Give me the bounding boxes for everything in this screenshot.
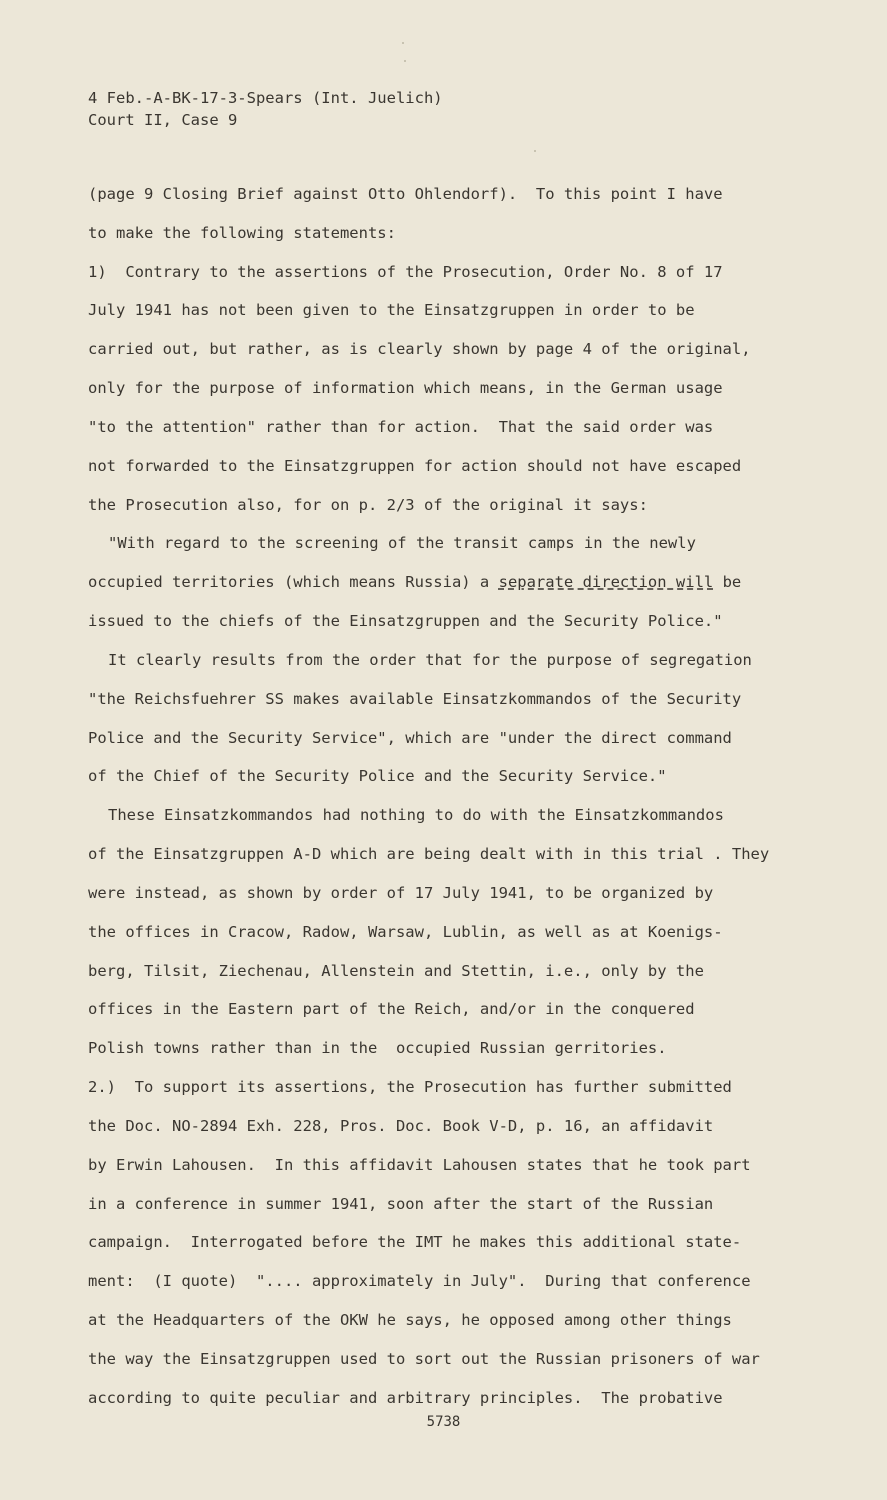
text-line: "the Reichsfuehrer SS makes available Einsatzkommandos of the Security [88, 689, 742, 708]
underlined-text: separate direction will [498, 573, 714, 592]
paper-speck [402, 42, 404, 44]
quote-line: "With regard to the screening of the transit camps in the newly [108, 534, 696, 553]
text-line: of the Einsatzgruppen A-D which are being dealt with in this trial . They [88, 845, 770, 864]
text-line: the Doc. NO-2894 Exh. 228, Pros. Doc. Book V-D, p. 16, an affidavit [88, 1116, 714, 1135]
paper-speck [404, 60, 406, 62]
text-line: in a conference in summer 1941, soon after the start of the Russian [88, 1194, 714, 1213]
text-line: offices in the Eastern part of the Reich, and/or in the conquered [88, 1000, 695, 1019]
text-line: to make the following statements: [88, 223, 396, 242]
text-line: These Einsatzkommandos had nothing to do with the Einsatzkommandos [108, 806, 724, 825]
quote-line: issued to the chiefs of the Einsatzgruppen and the Security Police." [88, 612, 723, 631]
text-line: by Erwin Lahousen. In this affidavit Lahousen states that he took part [88, 1155, 751, 1174]
text-line: not forwarded to the Einsatzgruppen for action should not have escaped [88, 456, 742, 475]
text-line: the offices in Cracow, Radow, Warsaw, Lublin, as well as at Koenigs- [88, 922, 723, 941]
quote-line [88, 568, 808, 607]
text-line: the Prosecution also, for on p. 2/3 of the original it says: [88, 495, 648, 514]
header-court: Court II, Case 9 [88, 111, 238, 129]
text-line: according to quite peculiar and arbitrary principles. The probative [88, 1388, 723, 1407]
paper-speck [534, 150, 536, 152]
text-line: campaign. Interrogated before the IMT he makes this additional state- [88, 1233, 742, 1252]
text-line: 1) Contrary to the assertions of the Prosecution, Order No. 8 of 17 [88, 262, 723, 281]
text-line: It clearly results from the order that for the purpose of segregation [108, 650, 752, 669]
quote-text: be [713, 573, 742, 592]
document-body [88, 180, 808, 1423]
quote-text: occupied territories (which means Russia) a [88, 573, 499, 592]
text-line: July 1941 has not been given to the Einsatzgruppen in order to be [88, 301, 695, 320]
text-line: (page 9 Closing Brief against Otto Ohlendorf). To this point I have [88, 185, 723, 203]
text-line: 2.) To support its assertions, the Prosecution has further submitted [88, 1078, 732, 1097]
document-header [88, 87, 443, 131]
text-line: were instead, as shown by order of 17 July 1941, to be organized by [88, 883, 714, 902]
header-reference: 4 Feb.-A-BK-17-3-Spears (Int. Juelich) [88, 89, 443, 107]
text-line: carried out, but rather, as is clearly shown by page 4 of the original, [88, 340, 751, 359]
text-line: the way the Einsatzgruppen used to sort out the Russian prisoners of war [88, 1349, 760, 1368]
text-line: Polish towns rather than in the occupied Russian gerritories. [88, 1039, 667, 1058]
page-number: 5738 [426, 1414, 461, 1430]
text-line: of the Chief of the Security Police and the Security Service." [88, 767, 667, 786]
text-line: only for the purpose of information which means, in the German usage [88, 379, 723, 398]
text-line: "to the attention" rather than for action. That the said order was [88, 417, 714, 436]
text-line: at the Headquarters of the OKW he says, he opposed among other things [88, 1311, 732, 1330]
text-line: berg, Tilsit, Ziechenau, Allenstein and Stettin, i.e., only by the [88, 961, 704, 980]
text-line: ment: (I quote) ".... approximately in July". During that conference [88, 1272, 751, 1291]
text-line: Police and the Security Service", which are "under the direct command [88, 728, 732, 747]
